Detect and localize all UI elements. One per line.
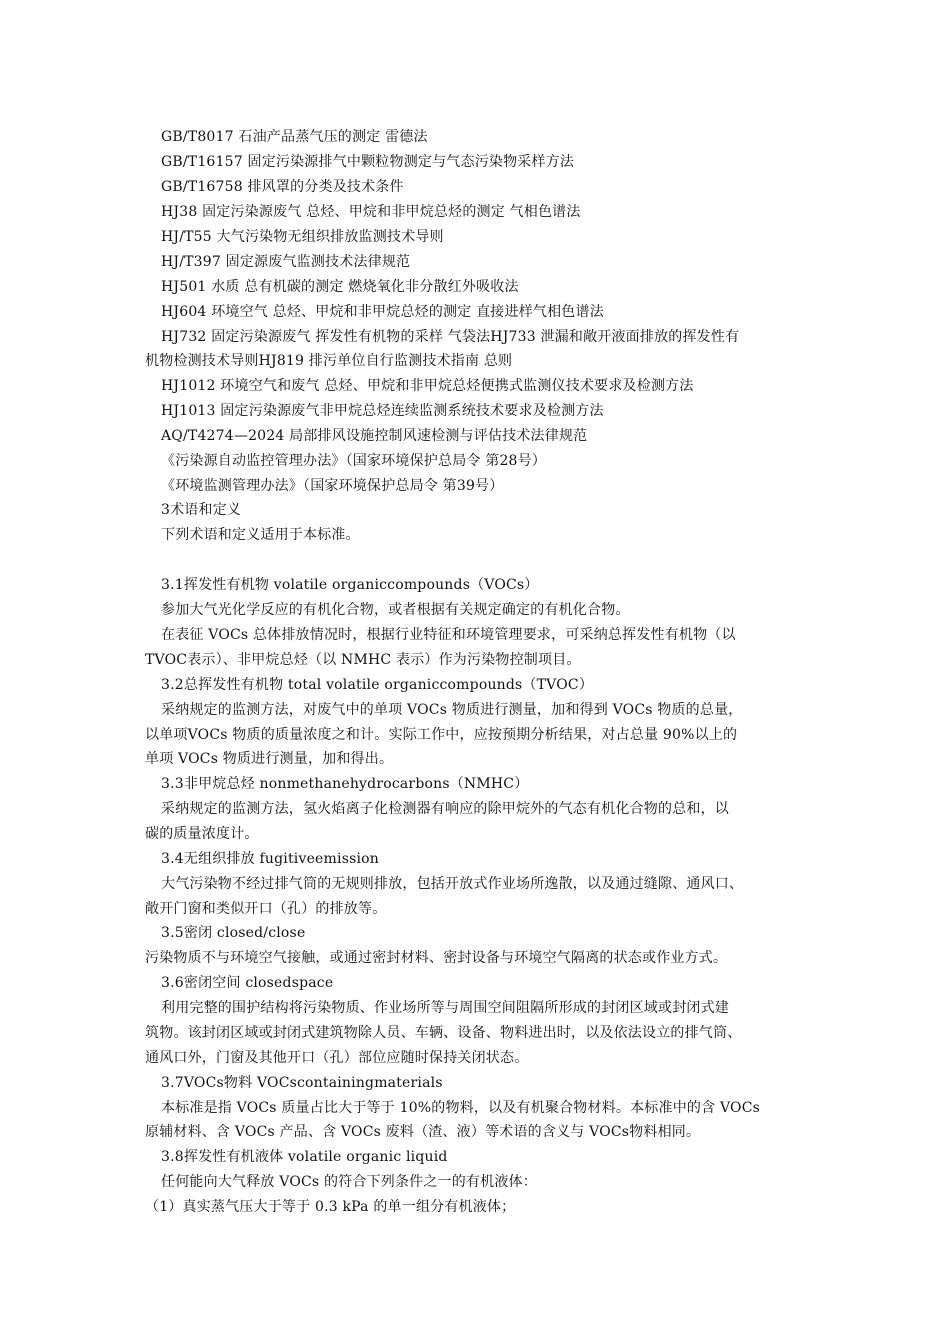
text-line: 《环境监测管理办法》（国家环境保护总局令 第39号） [161,478,504,494]
term-heading: 3.5密闭 closed/close [161,925,306,941]
text-line: HJ501 水质 总有机碳的测定 燃烧氧化非分散红外吸收法 [161,279,519,295]
text-line: 参加大气光化学反应的有机化合物，或者根据有关规定确定的有机化合物。 [161,602,630,618]
text-line: 下列术语和定义适用于本标准。 [161,527,360,543]
text-line: 机物检测技术导则HJ819 排污单位自行监测技术指南 总则 [145,353,513,369]
term-heading: 3.4无组织排放 fugitiveemission [161,851,379,867]
term-heading: 3.1挥发性有机物 volatile organiccompounds（VOCs） [161,577,539,593]
text-line: GB/T8017 石油产品蒸气压的测定 雷德法 [161,129,428,145]
text-line: 单项 VOCs 物质进行测量，加和得出。 [145,751,394,767]
text-line: 本标准是指 VOCs 质量占比大于等于 10%的物料，以及有机聚合物材料。本标准中的含 VOCs [161,1100,760,1116]
text-line: 碳的质量浓度计。 [145,826,259,842]
text-line: 利用完整的围护结构将污染物质、作业场所等与周围空间阻隔所形成的封闭区域或封闭式建 [161,1000,729,1016]
text-line: 污染物质不与环境空气接触，或通过密封材料、密封设备与环境空气隔离的状态或作业方式。 [145,950,728,966]
text-line: （1）真实蒸气压大于等于 0.3 kPa 的单一组分有机液体； [145,1199,516,1215]
text-line: 《污染源自动监控管理办法》（国家环境保护总局令 第28号） [161,453,547,469]
term-heading: 3.3非甲烷总烃 nonmethanehydrocarbons（NMHC） [161,776,529,792]
text-line: 采纳规定的监测方法，氢火焰离子化检测器有响应的除甲烷外的气态有机化合物的总和，以 [161,801,729,817]
term-heading: 3.8挥发性有机液体 volatile organic liquid [161,1149,448,1165]
text-line: HJ/T397 固定源废气监测技术法律规范 [161,254,411,270]
term-heading: 3.7VOCs物料 VOCscontainingmaterials [161,1075,443,1091]
text-line: HJ732 固定污染源废气 挥发性有机物的采样 气袋法HJ733 泄漏和敞开液面排放的挥发性有 [161,329,740,345]
section-heading: 3术语和定义 [161,502,242,518]
term-heading: 3.6密闭空间 closedspace [161,975,334,991]
text-line: 筑物。该封闭区域或封闭式建筑物除人员、车辆、设备、物料进出时，以及依法设立的排气筒、 [145,1025,742,1041]
text-line: HJ1013 固定污染源废气非甲烷总烃连续监测系统技术要求及检测方法 [161,403,604,419]
text-line: 以单项VOCs 物质的质量浓度之和计。实际工作中，应按预期分析结果，对占总量 90%以上的 [145,727,738,743]
text-line: HJ/T55 大气污染物无组织排放监测技术导则 [161,229,444,245]
text-line: 采纳规定的监测方法，对废气中的单项 VOCs 物质进行测量，加和得到 VOCs 物质的总量， [161,702,743,718]
text-line: HJ1012 环境空气和废气 总烃、甲烷和非甲烷总烃便携式监测仪技术要求及检测方法 [161,378,694,394]
text-line: GB/T16157 固定污染源排气中颗粒物测定与气态污染物采样方法 [161,154,575,170]
text-line: 敞开门窗和类似开口（孔）的排放等。 [145,901,387,917]
text-line: HJ38 固定污染源废气 总烃、甲烷和非甲烷总烃的测定 气相色谱法 [161,204,581,220]
text-line: 大气污染物不经过排气筒的无规则排放，包括开放式作业场所逸散，以及通过缝隙、通风口、 [161,876,744,892]
text-line: 在表征 VOCs 总体排放情况时，根据行业特征和环境管理要求，可采纳总挥发性有机物（以 [161,627,736,643]
text-line: AQ/T4274—2024 局部排风设施控制风速检测与评估技术法律规范 [161,428,588,444]
text-line: 原辅材料、含 VOCs 产品、含 VOCs 废料（渣、液）等术语的含义与 VOCs物料相同。 [145,1124,701,1140]
term-heading: 3.2总挥发性有机物 total volatile organiccompounds（TVOC） [161,677,594,693]
text-line: 通风口外，门窗及其他开口（孔）部位应随时保持关闭状态。 [145,1050,529,1066]
text-line: HJ604 环境空气 总烃、甲烷和非甲烷总烃的测定 直接进样气相色谱法 [161,304,604,320]
text-line: TVOC表示）、非甲烷总烃（以 NMHC 表示）作为污染物控制项目。 [145,652,581,668]
text-line: 任何能向大气释放 VOCs 的符合下列条件之一的有机液体： [161,1174,537,1190]
text-line: GB/T16758 排风罩的分类及技术条件 [161,179,404,195]
